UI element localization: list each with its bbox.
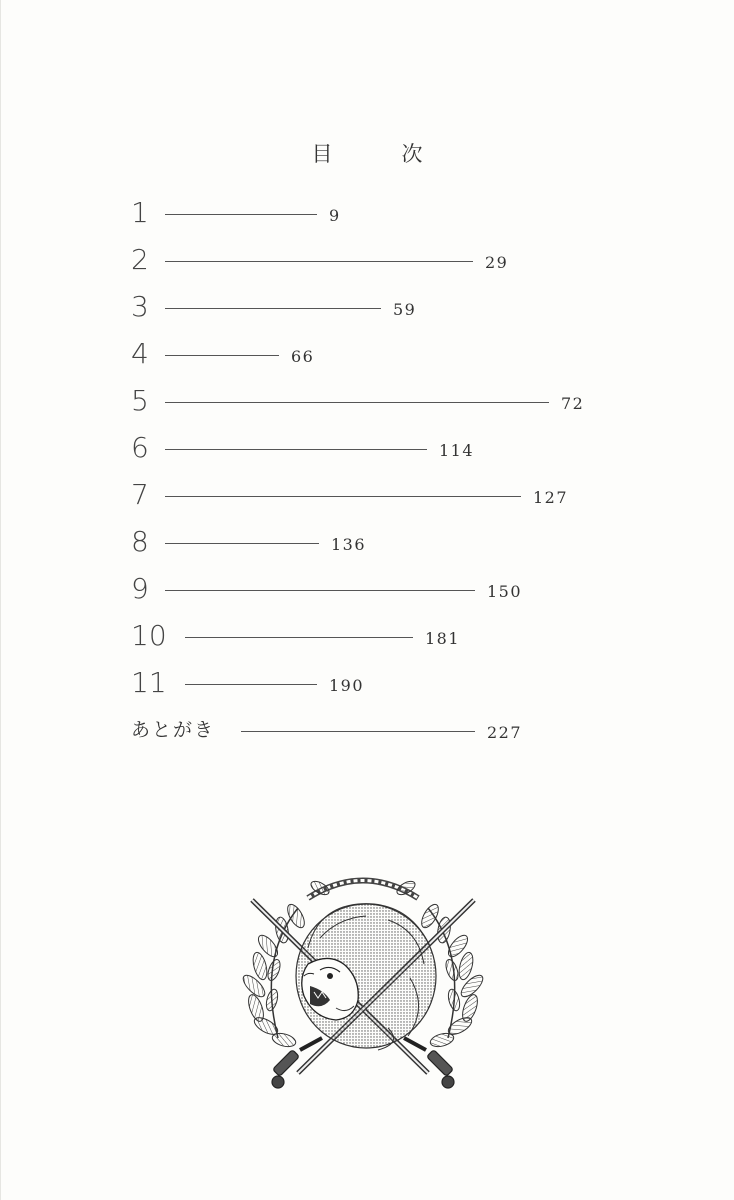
toc-leader-line <box>165 449 427 450</box>
toc-afterword-label: あとがき <box>131 719 216 741</box>
toc-page-number: 59 <box>393 299 417 319</box>
toc-entry-afterword[interactable] <box>131 710 522 750</box>
toc-page-number: 150 <box>487 581 523 601</box>
toc-chapter-label: 9 <box>131 572 149 605</box>
toc-entry-1[interactable] <box>131 193 341 233</box>
toc-chapter-label: 10 <box>131 619 167 652</box>
toc-leader-line <box>241 731 475 732</box>
toc-page-number: 136 <box>331 534 367 554</box>
toc-chapter-label: 7 <box>131 478 149 511</box>
toc-page-number: 227 <box>487 722 523 742</box>
toc-chapter-label: 11 <box>131 666 167 699</box>
toc-chapter-label: 1 <box>131 196 149 229</box>
toc-leader-line <box>165 590 475 591</box>
toc-entry-2[interactable] <box>131 240 508 280</box>
wreath-top-icon <box>308 879 418 898</box>
lion-head-icon <box>296 904 436 1050</box>
toc-page-number: 9 <box>329 205 341 225</box>
page-edge <box>0 0 1 1200</box>
toc-page-number: 181 <box>425 628 461 648</box>
toc-chapter-label: 2 <box>131 243 149 276</box>
toc-leader-line <box>165 214 317 215</box>
toc-leader-line <box>185 637 413 638</box>
toc-leader-line <box>165 402 549 403</box>
toc-leader-line <box>165 308 381 309</box>
page-title: 目 次 <box>311 142 447 166</box>
toc-entry-7[interactable] <box>131 475 568 515</box>
toc-entry-4[interactable] <box>131 334 314 374</box>
toc-page-number: 127 <box>533 487 569 507</box>
toc-chapter-label: 5 <box>131 384 149 417</box>
toc-page-number: 72 <box>561 393 585 413</box>
toc-entry-9[interactable] <box>131 569 522 609</box>
toc-chapter-label: 6 <box>131 431 149 464</box>
toc-entry-8[interactable] <box>131 522 366 562</box>
toc-chapter-label: 4 <box>131 337 149 370</box>
toc-chapter-label: 8 <box>131 525 149 558</box>
toc-page-number: 29 <box>485 252 509 272</box>
toc-entry-10[interactable] <box>131 616 460 656</box>
toc-page-number: 114 <box>439 440 475 460</box>
toc-page-number: 66 <box>291 346 315 366</box>
toc-entry-3[interactable] <box>131 287 416 327</box>
toc-leader-line <box>185 684 317 685</box>
toc-entry-6[interactable] <box>131 428 474 468</box>
toc-leader-line <box>165 543 319 544</box>
toc-entry-11[interactable] <box>131 663 364 703</box>
toc-leader-line <box>165 355 279 356</box>
toc-page-number: 190 <box>329 675 365 695</box>
toc-chapter-label: 3 <box>131 290 149 323</box>
lion-emblem-icon <box>238 868 488 1093</box>
toc-leader-line <box>165 261 473 262</box>
toc-entry-5[interactable] <box>131 381 584 421</box>
toc-leader-line <box>165 496 521 497</box>
